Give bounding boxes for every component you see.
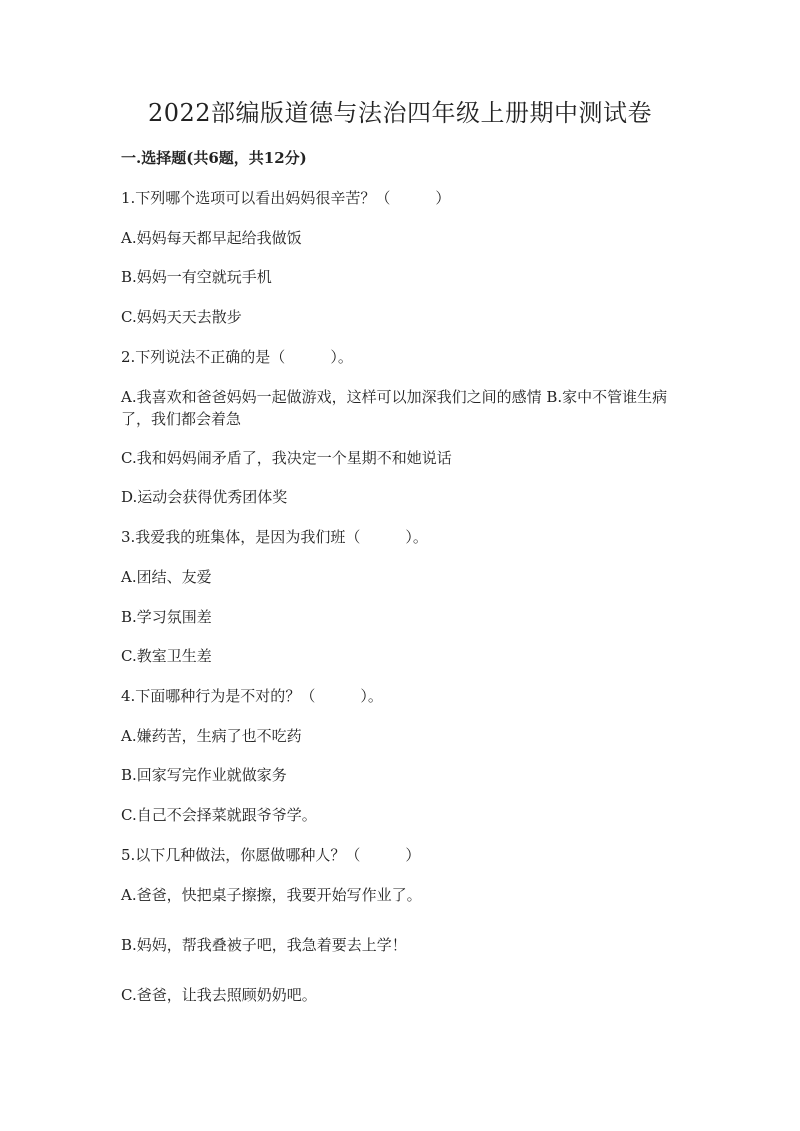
question-2-option-a-b: A.我喜欢和爸爸妈妈一起做游戏，这样可以加深我们之间的感情 B.家中不管谁生病了，我们都会着急 bbox=[121, 388, 668, 428]
question-1-option-b: B.妈妈一有空就玩手机 bbox=[121, 268, 272, 286]
question-5-option-b: B.妈妈，帮我叠被子吧，我急着要去上学！ bbox=[121, 936, 407, 954]
question-3-option-c: C.教室卫生差 bbox=[121, 647, 212, 665]
question-4-option-a: A.嫌药苦，生病了也不吃药 bbox=[121, 727, 302, 745]
question-1-option-c: C.妈妈天天去散步 bbox=[121, 308, 242, 326]
question-2-option-c: C.我和妈妈闹矛盾了，我决定一个星期不和她说话 bbox=[121, 449, 452, 467]
question-3-option-a: A.团结、友爱 bbox=[121, 568, 212, 586]
exam-title: 2022部编版道德与法治四年级上册期中测试卷 bbox=[147, 99, 653, 127]
question-3-option-b: B.学习氛围差 bbox=[121, 608, 212, 626]
question-5-stem: 5.以下几种做法，你愿做哪种人？（ ） bbox=[121, 846, 421, 864]
question-4-stem: 4.下面哪种行为是不对的？（ ）。 bbox=[121, 687, 383, 705]
question-5-option-a: A.爸爸，快把桌子擦擦，我要开始写作业了。 bbox=[121, 886, 422, 904]
question-1-option-a: A.妈妈每天都早起给我做饭 bbox=[121, 229, 302, 247]
question-2-option-d: D.运动会获得优秀团体奖 bbox=[121, 488, 288, 506]
question-4-option-c: C.自己不会择菜就跟爷爷学。 bbox=[121, 806, 317, 824]
question-1-stem: 1.下列哪个选项可以看出妈妈很辛苦？（ ） bbox=[121, 189, 451, 207]
section-heading: 一.选择题(共6题，共12分) bbox=[121, 149, 307, 167]
question-5-option-c: C.爸爸，让我去照顾奶奶吧。 bbox=[121, 986, 317, 1004]
question-3-stem: 3.我爱我的班集体，是因为我们班（ ）。 bbox=[121, 528, 428, 546]
question-4-option-b: B.回家写完作业就做家务 bbox=[121, 766, 287, 784]
question-2-stem: 2.下列说法不正确的是（ ）。 bbox=[121, 348, 353, 366]
